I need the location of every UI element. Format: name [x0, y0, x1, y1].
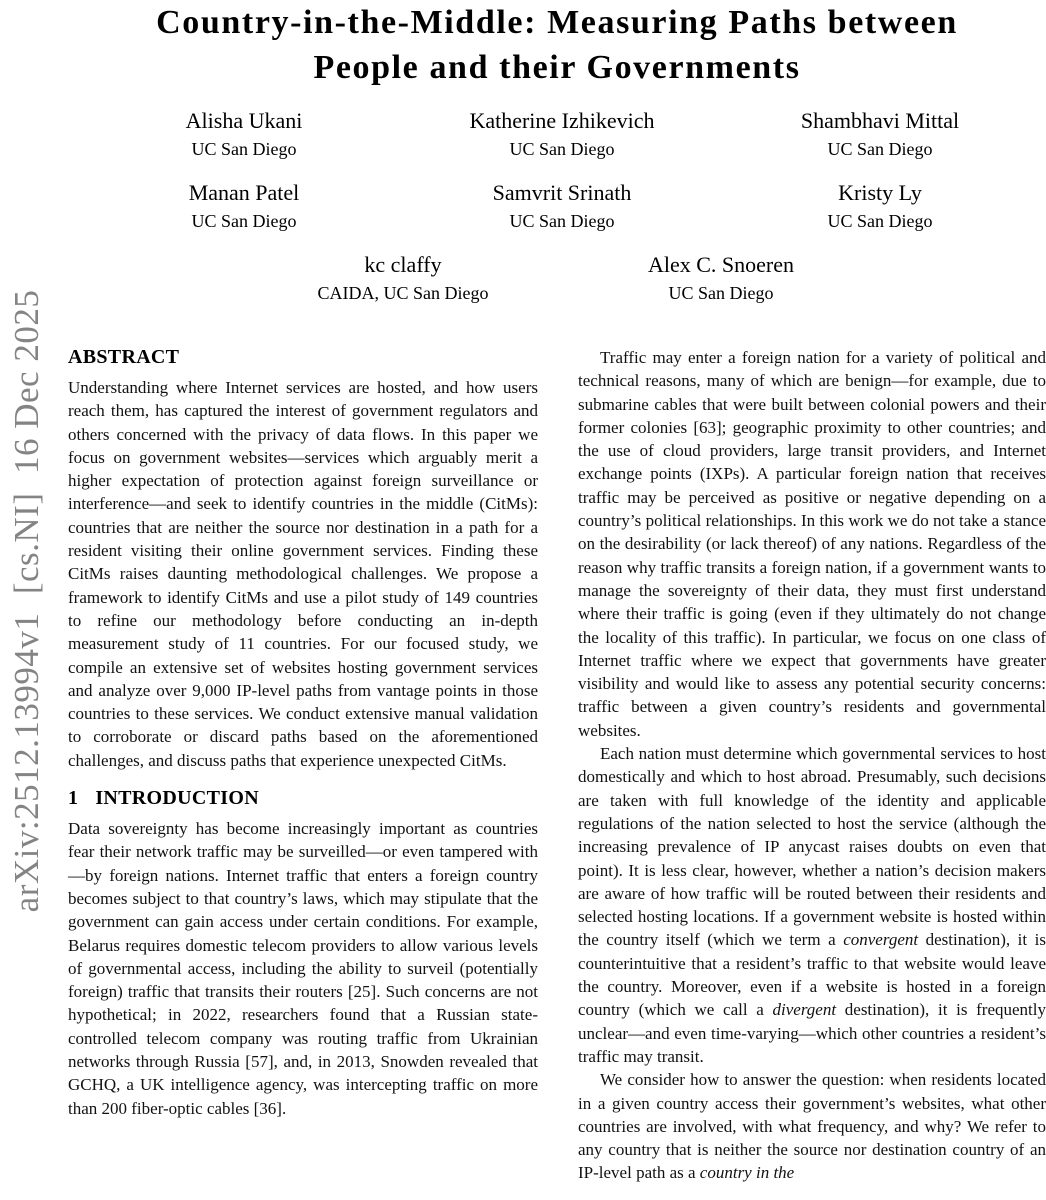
author-name: Samvrit Srinath — [492, 180, 632, 205]
author-name: Alex C. Snoeren — [647, 252, 795, 277]
author-affiliation: UC San Diego — [827, 211, 933, 231]
author-name: Kristy Ly — [838, 180, 922, 205]
paper-title — [68, 0, 1046, 90]
introduction-paragraph-4: We consider how to answer the question: when residents located in a given country access their government’s websites, what other countries are involved, with what frequency, and why? We refer to any country that is neither the source nor destination country of an IP-level path as a country in the — [578, 1070, 1046, 1183]
section-1-number: 1 — [68, 787, 79, 810]
author — [85, 106, 403, 178]
author — [562, 250, 880, 322]
author-affiliation: UC San Diego — [191, 211, 297, 231]
author-row-2 — [78, 178, 1046, 250]
author — [403, 106, 721, 178]
introduction-paragraph-3: Each nation must determine which governmental services to host domestically and which to host abroad. Presumably, such decisions are taken with full knowledge of the identity and applicable regulations of the nation selected to host the service (although the increasing prevalence of IP anycast raises doubts on even that point). It is less clear, however, whether a nation’s decision makers are aware of how traffic will be routed between their residents and selected hosting locations. If a government website is hosted within the country itself (which we term a convergent destination), it is counterintuitive that a resident’s traffic to that website would leave the country. Moreover, even if a website is hosted in a foreign country (which we call a divergent destination), it is frequently unclear—and even time-varying—which other countries a resident’s traffic may transit. — [578, 744, 1046, 1066]
section-1-title: INTRODUCTION — [95, 787, 259, 810]
author-affiliation: UC San Diego — [509, 211, 615, 231]
abstract-paragraph: Understanding where Internet services are hosted, and how users reach them, has captured the interest of government regulators and others concerned with the privacy of data flows. In this paper we focus on government websites—services which arguably merit a higher expectation of protection against foreign surveillance or interference—and seek to identify countries in the middle (CitMs): countries that are neither the source nor destination in a path for a resident visiting their online government services. Finding these CitMs raises daunting methodological challenges. We propose a framework to identify CitMs and use a pilot study of 149 countries to refine our methodology before conducting an in-depth measurement study of 11 countries. For our focused study, we compile an extensive set of websites hosting government services and analyze over 9,000 IP-level paths from vantage points in those countries to these services. We conduct extensive manual validation to corroborate or discard paths based on the aforementioned challenges, and discuss paths that experience unexpected CitMs. — [68, 378, 538, 770]
author — [721, 106, 1039, 178]
section-1-heading — [68, 787, 538, 810]
author — [244, 250, 562, 322]
two-column-body — [68, 346, 1046, 1185]
author — [721, 178, 1039, 250]
title-line-1: Country-in-the-Middle: Measuring Paths between — [156, 4, 958, 41]
author-affiliation: CAIDA, UC San Diego — [317, 283, 489, 303]
author-affiliation: UC San Diego — [509, 139, 615, 159]
author-row-1 — [78, 106, 1046, 178]
author-affiliation: UC San Diego — [191, 139, 297, 159]
author-name: Manan Patel — [188, 180, 300, 205]
author — [85, 178, 403, 250]
author-block — [68, 106, 1046, 322]
introduction-paragraph-1: Data sovereignty has become increasingly important as countries fear their network traffic may be surveilled—or even tampered with—by foreign nations. Internet traffic that enters a foreign country becomes subject to that country’s laws, which may stipulate that the government can gain access under certain conditions. For example, Belarus requires domestic telecom providers to allow various levels of governmental access, including the ability to surveil (potentially foreign) traffic that transits their routers [25]. Such concerns are not hypothetical; in 2022, researchers found that a Russian state-controlled telecom company was routing traffic from Ukrainian networks through Russia [57], and, in 2013, Snowden revealed that GCHQ, a UK intelligence agency, was intercepting traffic on more than 200 fiber-optic cables [36]. — [68, 819, 538, 1118]
author-name: kc claffy — [364, 252, 442, 277]
author-name: Katherine Izhikevich — [469, 108, 655, 133]
author-affiliation: UC San Diego — [827, 139, 933, 159]
arxiv-watermark: arXiv:2512.13994v1 [cs.NI] 16 Dec 2025 — [7, 289, 46, 913]
paper-content — [68, 0, 1046, 1185]
author-row-3 — [78, 250, 1046, 322]
introduction-paragraph-2: Traffic may enter a foreign nation for a variety of political and technical reasons, many of which are benign—for example, due to submarine cables that were built between colonial powers and their former colonies [63]; geographic proximity to other countries; and the use of cloud providers, large transit providers, and Internet exchange points (IXPs). A particular foreign nation that receives traffic may be perceived as positive or negative depending on a country’s political relationships. In this work we do not take a stance on the desirability (or lack thereof) of any nations. Regardless of the reason why traffic transits a foreign nation, if a government wants to manage the sovereignty of their data, they must first understand where their traffic is going (even if they ultimately do not change the locality of this traffic). In particular, we focus on one class of Internet traffic where we expect that governments have greater visibility and would like to assess any potential security concerns: traffic between a given country’s residents and governmental websites. — [578, 348, 1046, 740]
author-name: Shambhavi Mittal — [800, 108, 960, 133]
title-line-2: People and their Governments — [313, 49, 801, 86]
author — [403, 178, 721, 250]
author-affiliation: UC San Diego — [668, 283, 774, 303]
left-column — [68, 346, 538, 1185]
abstract-heading: ABSTRACT — [68, 346, 180, 368]
author-name: Alisha Ukani — [185, 108, 303, 133]
right-column — [578, 346, 1046, 1185]
